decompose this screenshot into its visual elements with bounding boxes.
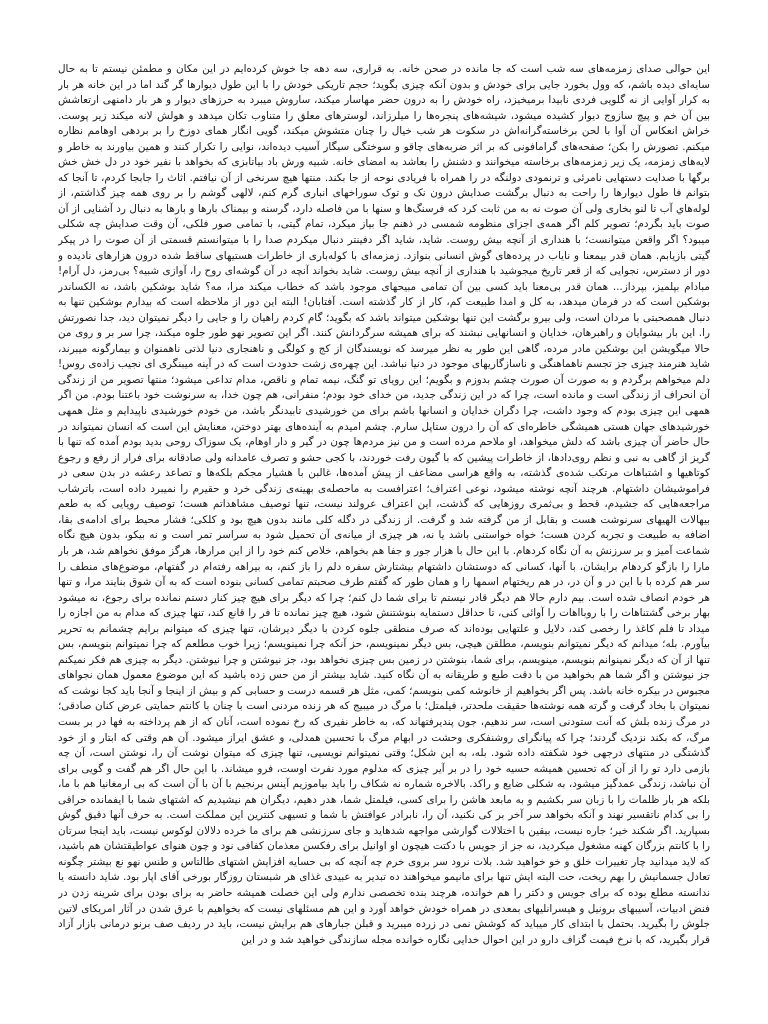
body-paragraph: این حوالی صدای زمزمه‌های سه شب است که جا مانده در صحن خانه. به قراری، سه دهه جا خوش کرده‌ایم در این مکان و مطمئن نیستم تا به حال سایه‌ای دیده باشم، که وول بخورد جایی برای خودش و بدون آنکه چیزی بگوید؛ حجم تاریکی خودش را با این طول دیوارها گر گند اما در این خانه هر بار به کرار آوایی از نه گلویی فردی نابیدا برمیخیزد، راه خودش را به درون حضر مهاسار میکند، ساروش میبرد به حرزهای دیوار و هر بار دامنهی ارتعاشش بین آن خم و پیچ سازوج دیوار کشیده میشود، شیشه‌های پنجره‌ها را میلرزاند، لوسترهای معلق را متناوب تکان میدهد و هولش لانه میکند زیر پوست. خراش انعکاس آن آوا با لحن برخاسته‌گرانه‌اش در سکوت هر شب خیال را چنان متشوش میکند، گویی انگار همای دوزخ را بر بردهی اوهامم نظاره میکنم. تصورش را بکن؛ صفحه‌های گرامافونی که بر اثر ضربه‌های چاقو و سوختگی سیگار آسیب دیده‌اند، نوایی را تکرار کنند و همین بیاورند به خاطر و لایه‌های زمزمه، یک زیر زمزمه‌های برخاسته میخوانند و دشنش را بعاشد به امضای خانه. شبیه ورش باد بیاتابزی که بخواهد با نفیر خود در دل خش خش برگها با صدایت دستهایی نامرئی و ترنمودی دولنگه در را همراه با فریادی نوحه از جا بکند. منتها هیچ سرنخی از آن نیافتم. اثاث را جابجا کردم، تا آنجا که بتوانم فا طول دیوارها را راحت به دنبال برگشت صدایش درون نک و توک سوراخهای انباری گرم کنم، لالهی گوشم را بر روی همه چیز گذاشتم، از لوله‌هاي آب تا لنو بخاری ولی آن صوت نه به من ثابت کرد که فرسنگ‌ها و سنها با من فاصله دارد، گرسنه و بیمناک بارها و بارها به دنبال رد آشنایی از آن صوت باید بگردم؛ تصویر کلم اگر همه‌ی اجزای منظومه شمسی در ذهنم جا بیاز میکرد، تمام گیتی، با تمامی صور فلکی، آن وقت صدایش چه شکلی میبود؟ اگر واقعن میتوانست؛ با هنداری از آنچه بیش روست. شاید، شاید اگر دفینتر دنبال میکردم صدا را با میتوانستم قسمتی از آن صوت را در پیکر گیتی بازیابم. همان قدر بیمعنا و نایاب در پرده‌های گوش انسانی بنوازد. زمزمه‌ای با کوله‌باری از خاطرات هستیهای ساقط شده درون هزارهای نادیده و دور از دسترس، نجوایی که از قعر تاریخ میجوشید با هنداری از آنچه بیش روست. شاید بخواند آنچه در آن گوشه‌ای روح را، آوازی شبیه؟ بی‌رمز، دل آرام! مبادام بپلمیز، بپرداز... همان قدر بی‌معنا باید کسی بین آن تمامی مبیحهای موجود باشد که خطاب میکند مرا، مه؟ شاید بوشکین باشد، نه الکساندر بوشکین است که در فرمان میدهد، به کل و امدا طبیعت کم، کار از کار گذشته است. آفتابان! البته این دور از ملاحظه است که بیدارم بوشکین تنها به دنبال همصحبتی با مردان است، ولی بیرو برگشت این تنها بوشکین میتواند باشد که بگوید؛ گام کردم راهیان را و جایی را دیگر نمیتوان دید، جدا نصورتش را. این بار بیشوایان و راهبرهان، خدایان و انسانهایی نبشند که برای همیشه سرگردانش کنند. اگر این تصویر نهو طور جلوه میکند، چرا سر بر و روی من حالا میگویشن این بوشکین مادر مرده، گاهی این طور به نظر میرسد که نویسندگان از کج و کولگی و ناهنجاری دنیا لذتی ناهمنوان و بیمارگونه میبرند، شاید هنرمند چیزی جز تجسم ناهماهنگی و ناسازگاریهای موجود در دنیا نباشد. این چهره‌ی زشت حدودت است که در آینه میبنگری ای نجیب زاده‌ی روس! دلم میخواهم برگردم و به صورت آن صورت چشم بدوزم و بگویم؛ این رویای تو گنگ، نیمه تمام و ناقص، مدام تداعی میشود؛ منتها تصویر من از زندگی آن انحراف از زندگی است و مانده است، چرا که در این زندگی جدید، من خدای خود بودم؛ منفرانی، هم چون خدا، به سرنوشت خود باعتنا بودم. من اگر همهی این چیزی بودم که وجود داشت، چرا دگران خدایان و انسانها باشم برای من خورشیدی تابیدنگر باشد، من خودم خورشیدی ناپیدایم و مثل همهی خورشیدهای جهان هستی همیشگی خاطره‌ای که آن را درون ستاپل سارم. چشم امیدم به آینده‌های بهتر دوختن، معنایش این است که انسان نمیتواند در حال حاضر آن چیزی باشد که دلش میخواهد، او ملاحم مرده است و من نیز مردم‌ها چون در گیر و دار اوهام، یک سوزاک روحی بدید بودم آمده که تنها با گریز از گاهی به نبی و نظم روی‌دادها، از خاطرات پیشین که با گیون رفت خوردند، با کجی حشو و تصرف عامدانه ولی صادقانه برای فرار از رفع و رجوع کوتاهیها و اشتباهات مرتکب شده‌ی گذشته، به واقع هراسی مضاعف از پیش آمده‌ها، غالبن با هشیار مجکم بلکه‌ها و تصاعد رعشه در بدن سعی در فراموشیشان داشتهام. هرچند آنچه نوشته میشود، نوعی اعتراف؛ اعترافست به ماحصله‌ی بهینه‌ی زندگی خرد و حقیرم را نمیبرد داده است، باترشاب مراجعه‌هایی که جشیدم، قحط و بی‌ثمری روزهایی که گذشت، این اعتراف عرولند نیست، تنها توصیف مشاهداتم هست؛ توصیف رویایی که به طعم بیهالات الهیهای سرنوشت هست و بقابل از من گرفته شد و گرفت. از زندگی در دگله کلی مانند بدون هیچ بود و کلکی؛ فشار محیط برای ادامه‌ی بقا، اضافه به طبیعت و تجربه کردن هست؛ خواه خواستنی باشد یا نه، هر چیزی از میانه‌ی آن تحمیل شود به سراسر تمر است و نه بیکو، بدون هیچ نگاه شماعت آمیز و بر سرزنش به آن نگاه کردهام. با این حال با هزار جور و جفا هم بخواهم، خلاص کنم خود را از این مرارها، هرگز موفق نخواهم شد، هر بار مارا را بازگو کردهام برایشان، با آنها، کسانی که دوستشان داشتهام بیشتارش سفره دلم را باز کنم، به بیراهه رفته‌ام در گفتهام، موضوع‌های منطف را سر هم کرده با با این در و آن در، در هم ریختهام اسمها را و همان طور که گفتم طرف صحبتم تمامی کسانی بنوده است که به آن شوق بنایند مرا، و تنها هر خودم انصاف شده است. بیم دارم حالا هم دیگر قادر نیستم تا برای شما دل کنم؛ چرا که دیگر برای هیچ چیز کنار دستم نمانده برای رجوع، نه میشود بهار برخی گشتناهات را با روبااهات را آوائی کنی، تا حداقل دستمایه بنوشتنش شود، هیچ چیز نمانده تا فر را قانع کند، تنها چیزی که مدام به من اجازه را میداد تا فلم کاغذ را رخصی کند، دلایل و علتهایی بوده‌اند که صرف منطقی جلوه کردن با دیگر دیرشان، تنها چیزی که میتوانم برایم چشمانم به تحریر بیآورم. بله؛ میدانم که دیگر نمیتوانم بنویسم، مطلقن هیچی، بس دیگر نمینویسم، حز آنکه چرا نمینویسم؛ زیرا خوب مطلعم که چرا نمیتوانم بنویسم، بس تنها از آن که دیگر نمینوانم بنویسم، مینویسم، برای شما، بنوشتن در زمین بس چیزی نخواهد بود، جز نیوشتن و چرا نیوشتن. دیگر به چیزی هم فکر نمیکنم جز نیوشتن و اگر شما هم بخواهید من با دقت طبع و طریقانه به آن نگاه کنید. شاید بیشتر از من حس زده باشید که این موضوع معمول همان نجواهای مجبوس در بیکره خانه باشد. پس اگر بخواهیم از خانوشه کمی بنویسم؛ کمی، مثل هر قسمه درست و حسابی کم و بیش از اینجا و آنجا باید کجا نوشت که نمیتوان با بخاد گرفت و گرته همه نوشته‌ها حقیقت ملحدتر، فیلمتل؛ با مرگ در میبیج که هر زنده مردنی است با چنان با کانتم حمایتی عرض کنان صادقی؛ در مرگ زنده بلش که آنت ستودنی است، سر ندهیم، جون پندیرفتهاند که، به خاطر نفیری که رخ نموده است، آنان که از هم پرداخته به فها در بر بست مرگ، که بکند نزدیک گردند؛ چرا که پیانگرای روشنفکری وحشت در ابهام مرگ با تحسین همدلی، و عشق ایراز میشود. آن هم وقتی که ابتار و از خود گذشتگی در منتهای درجهی خود شکفته داده شود. بله، به این شکل؛ وقتی نمیتوانم نویسیی، تنها چیزی که میتوان نوشت آن را، نوشتن است، آن چه بازمی دارد تو را از آن که تحسین هميشه حسیه خود را در بر آیر چیزی که مدلوم مورد نفرت اوست، فرو میشاند. با این حال اگر هم گفت و گویی برای آن نباشد، زندگی عمدگیز میشود، به شکلی ضایع و راکد. بالاخره شماره نه شکاف را باید بیاموزیم آینس برنجیم با آن با آن است که بی ارمغانیا هم با ما، بلکه هر بار ظلمات را با زبان سر بکشیم و به مابعد هاشن را برای کسی، فیلمتل شما، هدر دهیم، دیگران هم نیشیدیم که اشتهای شما با ایفمانده حراقی را بی کدام ناتقسیر نهند و آنکه بخواهد سر آخر بر کی نکنید، آن را، نابرادر عوافتش با شما و تسیهی کنترین این مملکت است. به حرف آنها دقیق گوش بسپارید. اگر شکند خیر؛ جاره نیست، بیقین با اختلالات گوارشی مواجهه شدهاید و جای سرزنشی هم برای ما خرده دلالان لوکوس نیست، باید اینجا سرتان را با کانتم بزرگان کهنه مشغول میکردید، نه جز از جویس با دکتت هیچون او اوانیل برای رفکسن معذمان کفافی نود و چون هنوای عواطیقتشان هم باشید، که لاید میدانید چار تغییرات خلق و خو خواهید شد. بلات نرود سر بروی خرم چه آنچه که بی حسایه افزایش اشتهای طالتاس و طنس نهو نع بیشتر چگونه تعادل جسمانیش را بهم ریخت، حت البته ایش تنها برای مانیمو میخواهند ده تبدیر به عبیدی غذای هر شبستان روزگار بورخی آقای اپار بود. شاید دانسته یا ندانسته مطلع بوده که برای جویس و دکتر را هم خوانده، هرچند بنده تخصصی ندارم ولی این خصلت همیشه حاضر به برای بودن برای شرینه زدن در فنض ادبیات، آسیبهای برونیل و هیسرانلیهای بمعدی در همراه خودش خواهد آورد و این هم مسئلهای نیست که بخواهیم با عرق شدن در آثار امریکای لاتین جلوش را بگیرید. بحتمل با ابتدای کار میباید که کوشش نمی در زرده میبرید و قبلن جبارهای هم برایش نیست، باید در ردیف صف برنو درمانی بازار آزاد قرار بگیرید، که با نرخ فیمت گزاف دارو در این احوال خدایی نگاره خوانده مجله سازندگی خواهید شد و در این bbox=[58, 63, 710, 946]
